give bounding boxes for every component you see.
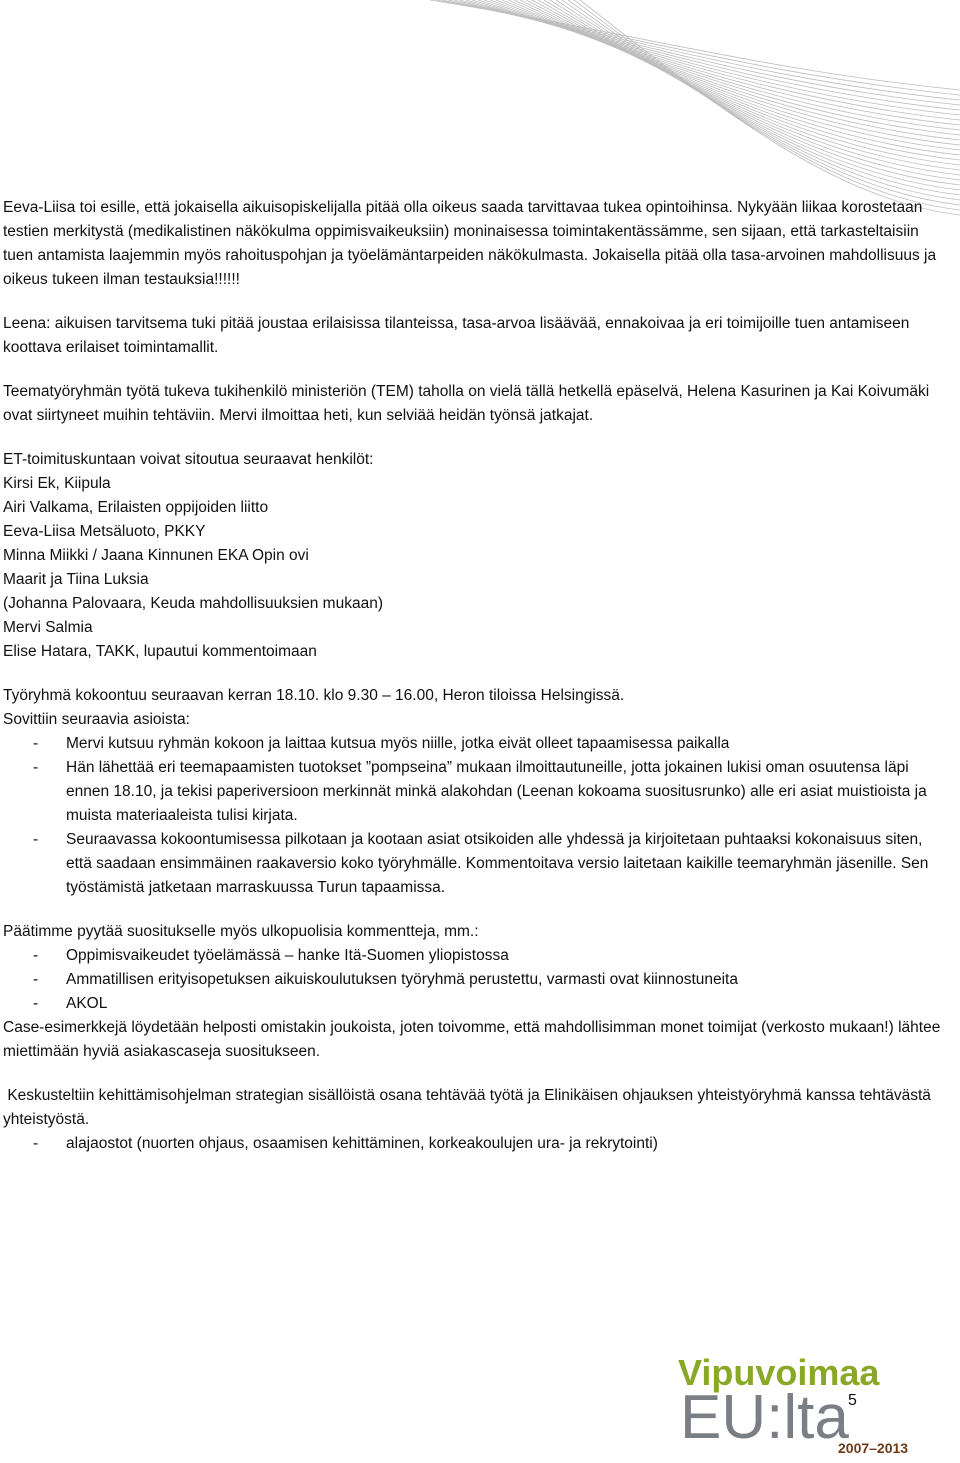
comments-list	[3, 944, 948, 1016]
wave-line	[448, 0, 960, 105]
page-number: 5	[848, 1392, 857, 1409]
wave-line	[574, 0, 960, 210]
wave-line	[490, 0, 960, 140]
dash-bullet: -	[33, 735, 39, 752]
committee-member: Eeva-Liisa Metsäluoto, PKKY	[3, 523, 206, 540]
vipuvoimaa-eu-logo	[678, 1352, 938, 1462]
wave-line	[514, 0, 960, 160]
wave-line	[460, 0, 960, 115]
strategy-section	[3, 1084, 948, 1156]
wave-line	[454, 0, 960, 110]
list-item: - Ammatillisen erityisopetuksen aikuiskoulutuksen työryhmä perustettu, varmasti ovat kiinnostuneita	[3, 968, 948, 992]
wave-line	[550, 0, 960, 190]
paragraph-eeva-liisa: Eeva-Liisa toi esille, että jokaisella aikuisopiskelijalla pitää olla oikeus saada tarvittavaa tukea opintoihinsa. Nykyään liikaa korostetaan testien merkitystä (medikalistinen näkökulma oppimisvaikeuksiin) moninaisessa toimintakentässämme, sen sijaan, että tarkasteltaisiin tuen antamista laajemmin myös rahoituspohjan ja työelämäntarpeiden näkökulmasta. Jokaisella pitää olla tasa-arvoinen mahdollisuus ja oikeus tukeen ilman testauksia!!!!!!	[3, 199, 937, 288]
wave-line	[478, 0, 960, 130]
wave-line	[436, 0, 960, 95]
agreed-heading: Sovittiin seuraavia asioista:	[3, 711, 190, 728]
cases-paragraph: Case-esimerkkejä löydetään helposti omistakin joukoista, joten toivomme, että mahdollisimman monet toimijat (verkosto mukaan!) lähtee miettimään hyviä asiakascaseja suositukseen.	[3, 1019, 941, 1060]
wave-line	[520, 0, 960, 165]
wave-line	[562, 0, 960, 200]
wave-line	[496, 0, 960, 145]
logo-years: 2007–2013	[838, 1440, 909, 1456]
committee-member: Mervi Salmia	[3, 619, 93, 636]
dash-bullet: -	[33, 759, 39, 776]
comments-intro: Päätimme pyytää suositukselle myös ulkopuolisia kommentteja, mm.:	[3, 923, 479, 940]
wave-line	[472, 0, 960, 125]
next-meeting-line: Työryhmä kokoontuu seuraavan kerran 18.10. klo 9.30 – 16.00, Heron tiloissa Helsingissä.	[3, 687, 625, 704]
list-item: - Mervi kutsuu ryhmän kokoon ja laittaa kutsua myös niille, jotka eivät olleet tapaamisessa paikalla	[3, 732, 948, 756]
dash-bullet: -	[33, 971, 39, 988]
committee-member: Minna Miikki / Jaana Kinnunen EKA Opin ovi	[3, 547, 309, 564]
committee-member: Airi Valkama, Erilaisten oppijoiden liitto	[3, 499, 269, 516]
wave-line	[568, 0, 960, 205]
wave-line	[526, 0, 960, 170]
logo-eu-text: EU:lta	[680, 1383, 849, 1452]
list-item: - alajaostot (nuorten ohjaus, osaamisen kehittäminen, korkeakoulujen ura- ja rekrytointi)	[3, 1132, 948, 1156]
committee-section	[3, 448, 948, 664]
wave-line	[508, 0, 960, 155]
wave-line	[484, 0, 960, 135]
wave-line	[580, 0, 960, 215]
list-item: - Seuraavassa kokoontumisessa pilkotaan ja kootaan asiat otsikoiden alle yhdessä ja kirjoitetaan puhtaaksi kokonaisuus siten, että saadaan ensimmäinen raakaversio koko työryhmälle. Kommentoitava versio laitetaan kaikille teemaryhmän jäsenille. Sen työstämistä jatketaan marraskuussa Turun tapaamissa.	[3, 828, 948, 900]
dash-bullet: -	[33, 947, 39, 964]
wave-line	[544, 0, 960, 185]
strategy-paragraph: Keskusteltiin kehittämisohjelman strategian sisällöistä osana tehtävää työtä ja Elinikäisen ohjauksen yhteistyöryhmä kanssa tehtävästä yhteistyöstä.	[3, 1087, 936, 1128]
wave-line	[430, 0, 960, 90]
list-item: - Hän lähettää eri teemapaamisten tuotokset ”pompseina” mukaan ilmoittautuneille, jotta jokainen lukisi oman osuutensa läpi ennen 18.10, ja tekisi paperiversioon merkinnät minkä alakohdan (Leenan kokoama suositusrunko) alle eri asiat muistioista ja muista materiaaleista tulisi kirjata.	[3, 756, 948, 828]
strategy-list	[3, 1132, 948, 1156]
committee-member: (Johanna Palovaara, Keuda mahdollisuuksien mukaan)	[3, 595, 383, 612]
wave-line	[532, 0, 960, 175]
logo-title: Vipuvoimaa	[678, 1352, 880, 1393]
committee-member: Elise Hatara, TAKK, lupautui kommentoimaan	[3, 643, 317, 660]
document-body	[3, 196, 948, 1156]
wave-line	[538, 0, 960, 180]
wave-line	[556, 0, 960, 195]
wave-line	[466, 0, 960, 120]
dash-bullet: -	[33, 995, 39, 1012]
wave-line	[502, 0, 960, 150]
agreed-list	[3, 732, 948, 900]
paragraph-leena: Leena: aikuisen tarvitsema tuki pitää joustaa erilaisissa tilanteissa, tasa-arvoa lisäävää, ennakoivaa ja eri toimijoille tuen antamiseen koottava erilaiset toimintamallit.	[3, 315, 910, 356]
dash-bullet: -	[33, 1135, 39, 1152]
dash-bullet: -	[33, 831, 39, 848]
wave-line	[442, 0, 960, 100]
list-item: - AKOL	[3, 992, 948, 1016]
paragraph-tem: Teematyöryhmän työtä tukeva tukihenkilö ministeriön (TEM) taholla on vielä tällä hetkellä epäselvä, Helena Kasurinen ja Kai Koivumäki ovat siirtyneet muihin tehtäviin. Mervi ilmoittaa heti, kun selviää heidän työnsä jatkajat.	[3, 383, 930, 424]
committee-member: Kirsi Ek, Kiipula	[3, 475, 111, 492]
next-meeting-section	[3, 684, 948, 900]
committee-member: Maarit ja Tiina Luksia	[3, 571, 149, 588]
committee-heading: ET-toimituskuntaan voivat sitoutua seuraavat henkilöt:	[3, 451, 374, 468]
list-item: - Oppimisvaikeudet työelämässä – hanke Itä-Suomen yliopistossa	[3, 944, 948, 968]
comments-section	[3, 920, 948, 1064]
